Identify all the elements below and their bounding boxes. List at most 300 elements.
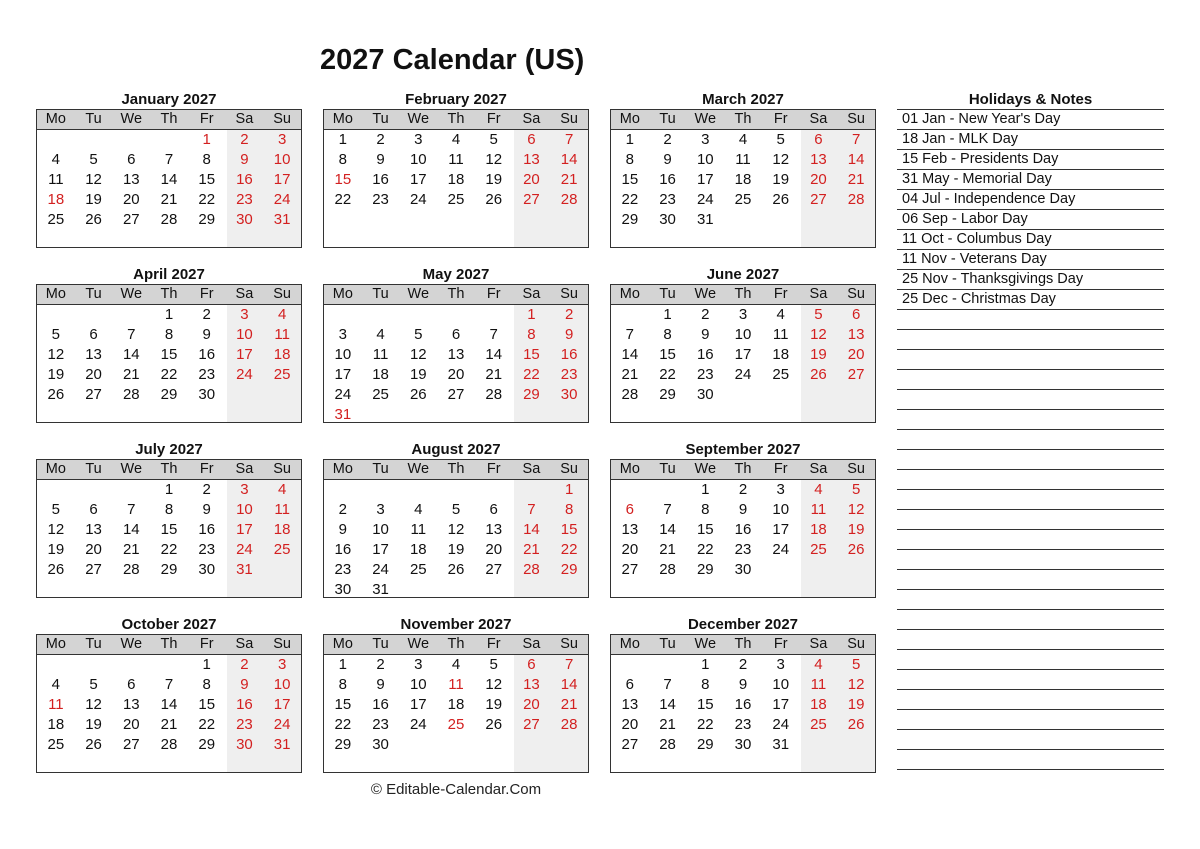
day-cell: 27	[523, 716, 540, 733]
day-cell: 11	[48, 171, 64, 188]
weekday-header	[324, 110, 588, 130]
day-cell: 21	[659, 716, 676, 733]
day-cell: 14	[122, 521, 140, 538]
day-cell: 23	[734, 541, 752, 558]
day-cell: 11	[810, 676, 827, 693]
day-cell: 6	[625, 501, 635, 518]
day-cell: 4	[451, 656, 461, 673]
day-cell: 16	[734, 521, 752, 538]
day-cell: 26	[847, 541, 865, 558]
weekday-label: Tu	[85, 111, 102, 127]
day-cell: 9	[240, 151, 249, 168]
weekday-label: Tu	[372, 461, 389, 477]
month-table	[610, 109, 876, 248]
day-cell: 1	[564, 481, 574, 498]
day-cell: 7	[164, 676, 174, 693]
day-cell: 20	[810, 171, 827, 188]
day-cell: 15	[334, 696, 352, 713]
month-name: March 2027	[702, 91, 784, 108]
blank-note-line	[897, 370, 1164, 390]
month-name: July 2027	[135, 441, 203, 458]
day-cell: 11	[410, 521, 427, 538]
day-cells	[37, 655, 301, 755]
weekday-label: Fr	[486, 461, 501, 477]
day-cell: 26	[447, 561, 465, 578]
day-cell: 1	[202, 131, 211, 148]
month-name: December 2027	[687, 616, 799, 633]
day-cell: 7	[127, 326, 136, 343]
day-cell: 10	[273, 676, 291, 693]
day-cell: 29	[659, 386, 676, 403]
empty-cell	[37, 130, 75, 150]
day-cells	[37, 480, 301, 580]
month-name: November 2027	[400, 616, 512, 633]
weekday-label: Th	[734, 111, 752, 127]
day-cell: 20	[847, 346, 865, 363]
weekday-label: Su	[560, 111, 579, 127]
day-cell: 28	[560, 716, 578, 733]
weekday-label: Fr	[199, 111, 214, 127]
day-cell: 21	[560, 171, 578, 188]
day-cell: 16	[236, 696, 253, 713]
day-cell: 31	[372, 581, 389, 598]
day-cell: 23	[696, 366, 714, 383]
day-cell: 17	[772, 521, 790, 538]
weekday-label: Su	[273, 286, 292, 302]
day-cells	[37, 305, 301, 405]
weekday-label: We	[120, 461, 143, 477]
day-cell: 1	[663, 306, 672, 323]
day-cell: 17	[409, 696, 427, 713]
day-cell: 28	[659, 736, 676, 753]
day-cell: 4	[414, 501, 423, 518]
day-cell: 21	[122, 366, 140, 383]
weekday-label: Mo	[45, 636, 66, 652]
day-cell: 2	[738, 656, 748, 673]
day-cell: 20	[447, 366, 465, 383]
day-cell: 17	[273, 696, 291, 713]
day-cell: 27	[122, 211, 140, 228]
holiday-note: 11 Nov - Veterans Day	[897, 250, 1164, 270]
weekday-label: Mo	[332, 461, 353, 477]
month-table	[323, 459, 589, 598]
day-cell: 2	[738, 481, 748, 498]
day-cell: 13	[523, 151, 540, 168]
day-cell: 7	[564, 656, 574, 673]
weekday-label: Th	[447, 286, 465, 302]
day-cell: 8	[338, 676, 348, 693]
month-7	[36, 440, 302, 598]
weekday-label: Tu	[372, 286, 389, 302]
weekday-header	[324, 460, 588, 480]
month-4	[36, 265, 302, 423]
day-cell: 6	[814, 131, 823, 148]
day-cell: 18	[810, 696, 827, 713]
day-cell: 30	[560, 386, 578, 403]
weekday-label: Tu	[659, 111, 676, 127]
day-cell: 29	[621, 211, 639, 228]
weekday-label: Su	[273, 636, 292, 652]
month-table	[323, 634, 589, 773]
day-cell: 23	[372, 191, 389, 208]
day-cell: 8	[527, 326, 536, 343]
day-cell: 24	[772, 716, 790, 733]
blank-note-line	[897, 630, 1164, 650]
day-cell: 28	[160, 211, 178, 228]
blank-note-line	[897, 750, 1164, 770]
weekday-label: We	[120, 111, 143, 127]
day-cell: 14	[122, 346, 140, 363]
day-cell: 16	[659, 171, 676, 188]
day-cell: 2	[202, 306, 211, 323]
month-11	[323, 615, 589, 773]
day-cell: 28	[485, 386, 503, 403]
day-cell: 3	[701, 131, 710, 148]
day-cell: 3	[414, 131, 423, 148]
day-cell: 26	[47, 561, 65, 578]
day-cell: 15	[621, 171, 639, 188]
weekday-header	[37, 635, 301, 655]
day-cell: 20	[485, 541, 503, 558]
empty-cell	[649, 480, 687, 500]
day-cell: 5	[451, 501, 461, 518]
day-cell: 17	[409, 171, 427, 188]
day-cell: 6	[489, 501, 498, 518]
day-cell: 17	[372, 541, 389, 558]
day-cell: 12	[447, 521, 465, 538]
month-2	[323, 90, 589, 248]
day-cell: 15	[198, 696, 216, 713]
day-cell: 30	[696, 386, 714, 403]
weekday-label: Th	[160, 636, 178, 652]
day-cell: 15	[523, 346, 540, 363]
day-cell: 10	[734, 326, 752, 343]
day-cell: 12	[772, 151, 790, 168]
day-cell: 26	[772, 191, 790, 208]
day-cell: 29	[523, 386, 540, 403]
day-cell: 24	[409, 191, 427, 208]
day-cell: 18	[409, 541, 427, 558]
empty-cell	[362, 480, 400, 500]
holiday-note: 04 Jul - Independence Day	[897, 190, 1164, 210]
day-cell: 4	[277, 481, 287, 498]
day-cell: 23	[198, 366, 216, 383]
day-cells	[324, 305, 588, 425]
weekday-label: We	[694, 461, 717, 477]
weekday-label: Mo	[45, 111, 66, 127]
day-cell: 12	[485, 676, 503, 693]
holiday-note: 06 Sep - Labor Day	[897, 210, 1164, 230]
day-cell: 25	[734, 191, 752, 208]
day-cell: 9	[202, 326, 211, 343]
blank-note-line	[897, 590, 1164, 610]
day-cell: 6	[89, 326, 98, 343]
day-cell: 28	[560, 191, 578, 208]
page-title: 2027 Calendar (US)	[320, 44, 585, 76]
day-cell: 25	[772, 366, 790, 383]
day-cell: 24	[372, 561, 389, 578]
day-cell: 4	[277, 306, 287, 323]
month-3	[610, 90, 876, 248]
weekday-label: Sa	[522, 636, 541, 652]
day-cell: 27	[85, 386, 102, 403]
weekday-label: We	[120, 286, 143, 302]
empty-cell	[37, 480, 75, 500]
day-cell: 19	[772, 171, 790, 188]
day-cell: 29	[696, 561, 714, 578]
day-cell: 2	[240, 131, 249, 148]
empty-cell	[112, 130, 150, 150]
day-cell: 20	[621, 541, 639, 558]
day-cell: 10	[372, 521, 389, 538]
day-cell: 29	[334, 736, 352, 753]
weekday-label: Su	[273, 461, 292, 477]
day-cell: 4	[738, 131, 748, 148]
day-cell: 19	[85, 191, 102, 208]
day-cell: 9	[202, 501, 211, 518]
day-cell: 20	[523, 171, 540, 188]
empty-cell	[611, 305, 649, 325]
day-cell: 13	[523, 676, 540, 693]
day-cell: 2	[376, 131, 385, 148]
empty-cell	[112, 305, 150, 325]
day-cell: 9	[338, 521, 348, 538]
month-name: September 2027	[685, 441, 801, 458]
weekday-label: Th	[160, 111, 178, 127]
day-cell: 14	[160, 696, 178, 713]
month-12	[610, 615, 876, 773]
day-cell: 20	[621, 716, 639, 733]
day-cell: 1	[701, 656, 710, 673]
weekday-label: Su	[847, 636, 866, 652]
month-8	[323, 440, 589, 598]
day-cell: 21	[659, 541, 676, 558]
weekday-label: Mo	[332, 636, 353, 652]
day-cell: 14	[485, 346, 503, 363]
day-cell: 30	[236, 736, 253, 753]
month-name: February 2027	[405, 91, 507, 108]
day-cell: 17	[273, 171, 291, 188]
day-cell: 21	[160, 716, 178, 733]
day-cell: 10	[236, 326, 253, 343]
notes-title: Holidays & Notes	[897, 90, 1164, 110]
day-cell: 16	[560, 346, 578, 363]
day-cell: 5	[814, 306, 823, 323]
day-cell: 26	[85, 211, 102, 228]
day-cell: 28	[847, 191, 865, 208]
day-cell: 16	[372, 171, 389, 188]
day-cell: 3	[738, 306, 748, 323]
weekday-label: Fr	[773, 461, 788, 477]
day-cell: 10	[236, 501, 253, 518]
day-cell: 6	[127, 676, 136, 693]
day-cell: 13	[621, 521, 639, 538]
day-cell: 7	[663, 501, 672, 518]
day-cell: 11	[48, 696, 64, 713]
day-cell: 10	[409, 676, 427, 693]
weekday-label: Th	[447, 461, 465, 477]
day-cell: 6	[527, 131, 536, 148]
day-cell: 2	[240, 656, 249, 673]
day-cell: 14	[523, 521, 540, 538]
day-cell: 3	[240, 306, 249, 323]
weekday-label: We	[407, 636, 430, 652]
weekday-label: Mo	[619, 286, 640, 302]
weekday-label: Sa	[809, 111, 828, 127]
day-cell: 6	[127, 151, 136, 168]
day-cells	[611, 655, 875, 755]
day-cell: 11	[372, 346, 389, 363]
day-cell: 24	[273, 716, 291, 733]
day-cell: 25	[810, 716, 827, 733]
weekday-header	[324, 285, 588, 305]
day-cell: 1	[701, 481, 710, 498]
day-cell: 6	[851, 306, 861, 323]
empty-cell	[611, 655, 649, 675]
day-cell: 12	[409, 346, 427, 363]
day-cell: 25	[372, 386, 389, 403]
day-cell: 7	[527, 501, 536, 518]
day-cell: 18	[447, 696, 465, 713]
day-cell: 3	[414, 656, 423, 673]
weekday-label: Fr	[486, 636, 501, 652]
month-6	[610, 265, 876, 423]
day-cell: 5	[851, 656, 861, 673]
empty-cell	[437, 305, 475, 325]
day-cell: 19	[810, 346, 827, 363]
day-cell: 4	[814, 481, 823, 498]
day-cell: 15	[659, 346, 676, 363]
day-cell: 3	[776, 656, 785, 673]
day-cell: 9	[240, 676, 249, 693]
day-cells	[324, 480, 588, 600]
weekday-header	[611, 285, 875, 305]
month-table	[323, 284, 589, 423]
day-cells	[611, 130, 875, 230]
month-table	[36, 109, 302, 248]
day-cell: 9	[701, 326, 710, 343]
day-cell: 9	[738, 501, 748, 518]
weekday-label: We	[694, 111, 717, 127]
holiday-note: 11 Oct - Columbus Day	[897, 230, 1164, 250]
day-cell: 5	[51, 501, 61, 518]
day-cell: 22	[160, 541, 178, 558]
month-table	[610, 634, 876, 773]
day-cell: 27	[621, 736, 639, 753]
weekday-label: Sa	[235, 286, 254, 302]
day-cell: 17	[236, 521, 253, 538]
day-cell: 10	[409, 151, 427, 168]
day-cell: 25	[447, 191, 465, 208]
day-cell: 27	[523, 191, 540, 208]
day-cell: 1	[164, 481, 174, 498]
day-cell: 10	[273, 151, 291, 168]
weekday-label: Fr	[773, 636, 788, 652]
day-cell: 2	[202, 481, 211, 498]
weekday-label: Th	[160, 286, 178, 302]
day-cell: 12	[47, 346, 65, 363]
day-cell: 26	[810, 366, 827, 383]
day-cell: 6	[89, 501, 98, 518]
day-cell: 11	[448, 151, 464, 168]
day-cell: 5	[89, 151, 98, 168]
day-cell: 20	[85, 366, 102, 383]
day-cells	[611, 480, 875, 580]
day-cell: 7	[127, 501, 136, 518]
weekday-label: Mo	[332, 111, 353, 127]
day-cell: 3	[338, 326, 348, 343]
empty-cell	[150, 655, 188, 675]
day-cell: 19	[409, 366, 427, 383]
day-cell: 19	[847, 521, 865, 538]
empty-cell	[611, 480, 649, 500]
day-cell: 15	[160, 346, 178, 363]
day-cell: 25	[273, 366, 291, 383]
day-cell: 18	[447, 171, 465, 188]
month-name: January 2027	[121, 91, 217, 108]
day-cell: 22	[334, 716, 352, 733]
day-cell: 25	[47, 736, 65, 753]
weekday-header	[37, 285, 301, 305]
day-cell: 3	[277, 131, 287, 148]
day-cell: 24	[334, 386, 352, 403]
weekday-label: Sa	[235, 461, 254, 477]
weekday-label: Su	[560, 636, 579, 652]
weekday-label: Sa	[522, 461, 541, 477]
weekday-header	[324, 635, 588, 655]
day-cell: 13	[810, 151, 827, 168]
day-cell: 31	[236, 561, 253, 578]
empty-cell	[399, 305, 437, 325]
day-cell: 12	[847, 501, 865, 518]
day-cell: 19	[47, 541, 65, 558]
day-cell: 19	[485, 696, 503, 713]
month-table	[36, 634, 302, 773]
day-cell: 17	[772, 696, 790, 713]
day-cell: 5	[414, 326, 423, 343]
day-cell: 5	[851, 481, 861, 498]
day-cell: 14	[847, 151, 865, 168]
day-cell: 16	[236, 171, 253, 188]
day-cell: 21	[122, 541, 140, 558]
day-cell: 23	[659, 191, 676, 208]
weekday-label: Sa	[809, 636, 828, 652]
day-cell: 21	[847, 171, 865, 188]
weekday-label: Su	[560, 286, 579, 302]
day-cell: 27	[621, 561, 639, 578]
day-cell: 18	[273, 521, 291, 538]
weekday-label: Sa	[235, 111, 254, 127]
weekday-header	[611, 110, 875, 130]
empty-cell	[362, 305, 400, 325]
weekday-label: We	[407, 286, 430, 302]
empty-cell	[75, 130, 113, 150]
empty-cell	[475, 480, 513, 500]
month-name: August 2027	[411, 441, 501, 458]
day-cell: 10	[772, 676, 790, 693]
day-cell: 7	[851, 131, 861, 148]
day-cell: 20	[523, 696, 540, 713]
day-cell: 13	[122, 696, 140, 713]
day-cell: 17	[334, 366, 352, 383]
weekday-label: Su	[847, 111, 866, 127]
empty-cell	[437, 480, 475, 500]
day-cell: 1	[338, 131, 348, 148]
day-cell: 5	[89, 676, 98, 693]
day-cell: 10	[696, 151, 714, 168]
month-5	[323, 265, 589, 423]
weekday-label: Tu	[85, 636, 102, 652]
